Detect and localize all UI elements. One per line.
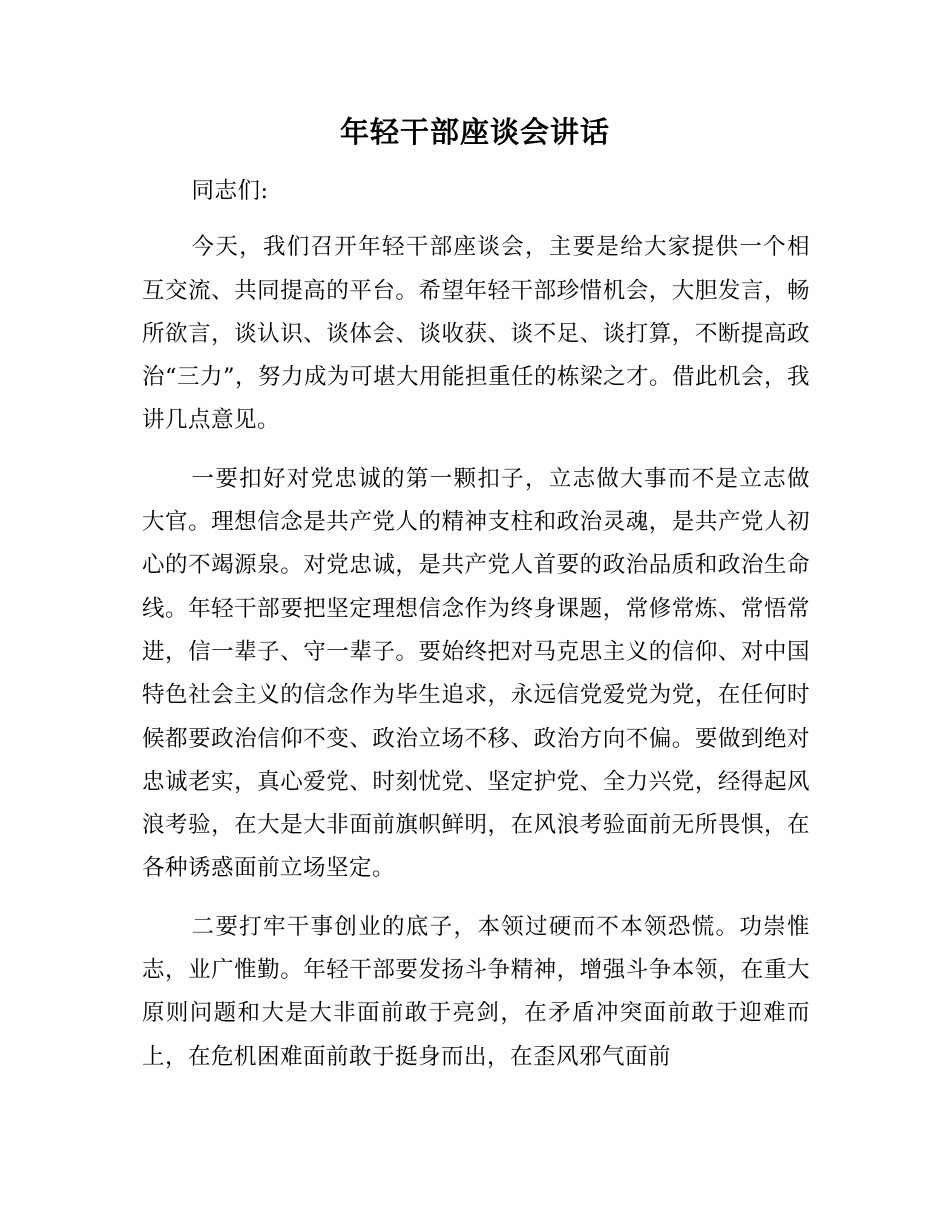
- paragraph-point-one: 一要扣好对党忠诚的第一颗扣子，立志做大事而不是立志做大官。理想信念是共产党人的精神支柱和政治灵魂，是共产党人初心的不竭源泉。对党忠诚，是共产党人首要的政治品质和政治生命线。年轻干部要把坚定理想信念作为终身课题，常修常炼、常悟常进，信一辈子、守一辈子。要始终把对马克思主义的信仰、对中国特色社会主义的信念作为毕生追求，永远信党爱党为党，在任何时候都要政治信仰不变、政治立场不移、政治方向不偏。要做到绝对忠诚老实，真心爱党、时刻忧党、坚定护党、全力兴党，经得起风浪考验，在大是大非面前旗帜鲜明，在风浪考验面前无所畏惧，在各种诱惑面前立场坚定。: [142, 465, 810, 882]
- paragraph-intro: 今天，我们召开年轻干部座谈会，主要是给大家提供一个相互交流、共同提高的平台。希望年轻干部珍惜机会，大胆发言，畅所欲言，谈认识、谈体会、谈收获、谈不足、谈打算，不断提高政治“三力”，努力成为可堪大用能担重任的栋梁之才。借此机会，我讲几点意见。: [142, 234, 811, 434]
- salutation: 同志们:: [191, 178, 269, 204]
- document-title: 年轻干部座谈会讲话: [339, 115, 610, 149]
- paragraph-point-two: 二要打牢干事创业的底子，本领过硬而不本领恐慌。功崇惟志，业广惟勤。年轻干部要发扬斗争精神，增强斗争本领，在重大原则问题和大是大非面前敢于亮剑，在矛盾冲突面前敢于迎难而上，在危机困难面前敢于挺身而出，在歪风邪气面前: [142, 913, 810, 1070]
- document-body: [142, 170, 810, 1094]
